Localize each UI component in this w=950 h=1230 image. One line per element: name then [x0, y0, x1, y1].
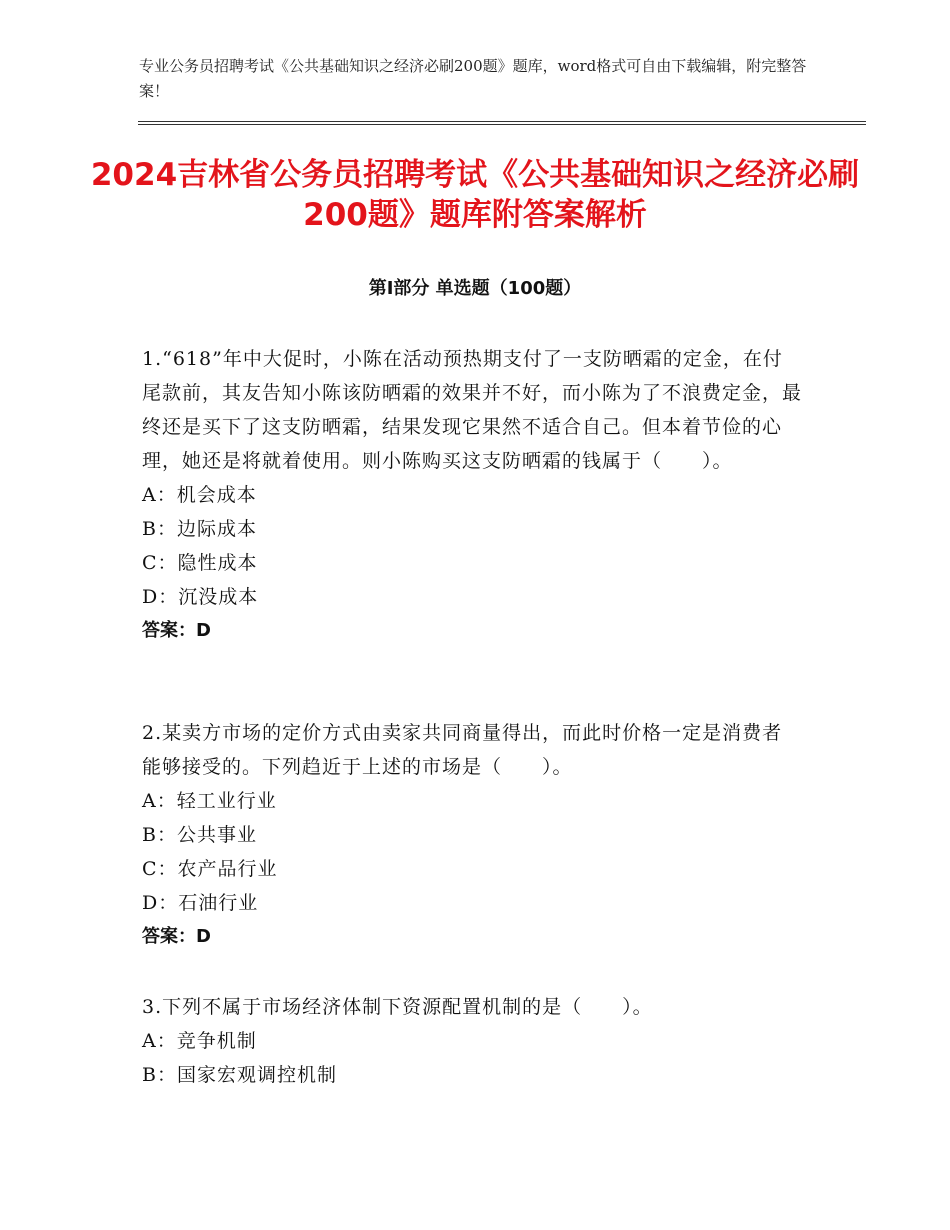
question-3 — [142, 990, 802, 1092]
question-1 — [142, 342, 802, 648]
document-title: 2024吉林省公务员招聘考试《公共基础知识之经济必刷200题》题库附答案解析 — [90, 157, 860, 233]
option-c: C：农产品行业 — [142, 858, 278, 880]
option-a: A：机会成本 — [142, 484, 257, 506]
section-title: 第Ⅰ部分 单选题（100题） — [368, 278, 582, 299]
answer-label: 答案：D — [142, 926, 211, 947]
question-stem: 3.下列不属于市场经济体制下资源配置机制的是（ ）。 — [142, 996, 653, 1018]
header-divider — [138, 121, 866, 125]
option-c: C：隐性成本 — [142, 552, 258, 574]
header-note: 专业公务员招聘考试《公共基础知识之经济必刷200题》题库，word格式可自由下载编辑，附完整答案！ — [139, 57, 807, 100]
option-b: B：国家宏观调控机制 — [142, 1064, 337, 1086]
answer-label: 答案：D — [142, 620, 211, 641]
option-a: A：轻工业行业 — [142, 790, 277, 812]
option-d: D：沉没成本 — [142, 586, 259, 608]
question-2 — [142, 716, 802, 954]
question-stem: 1.“618”年中大促时，小陈在活动预热期支付了一支防晒霜的定金，在付尾款前，其友告知小陈该防晒霜的效果并不好，而小陈为了不浪费定金，最终还是买下了这支防晒霜，结果发现它果然不适合自己。但本着节俭的心理，她还是将就着使用。则小陈购买这支防晒霜的钱属于（ ）。 — [142, 348, 803, 472]
option-b: B：公共事业 — [142, 824, 257, 846]
question-stem: 2.某卖方市场的定价方式由卖家共同商量得出，而此时价格一定是消费者能够接受的。下列趋近于上述的市场是（ ）。 — [142, 722, 783, 778]
option-b: B：边际成本 — [142, 518, 257, 540]
option-a: A：竞争机制 — [142, 1030, 257, 1052]
option-d: D：石油行业 — [142, 892, 259, 914]
